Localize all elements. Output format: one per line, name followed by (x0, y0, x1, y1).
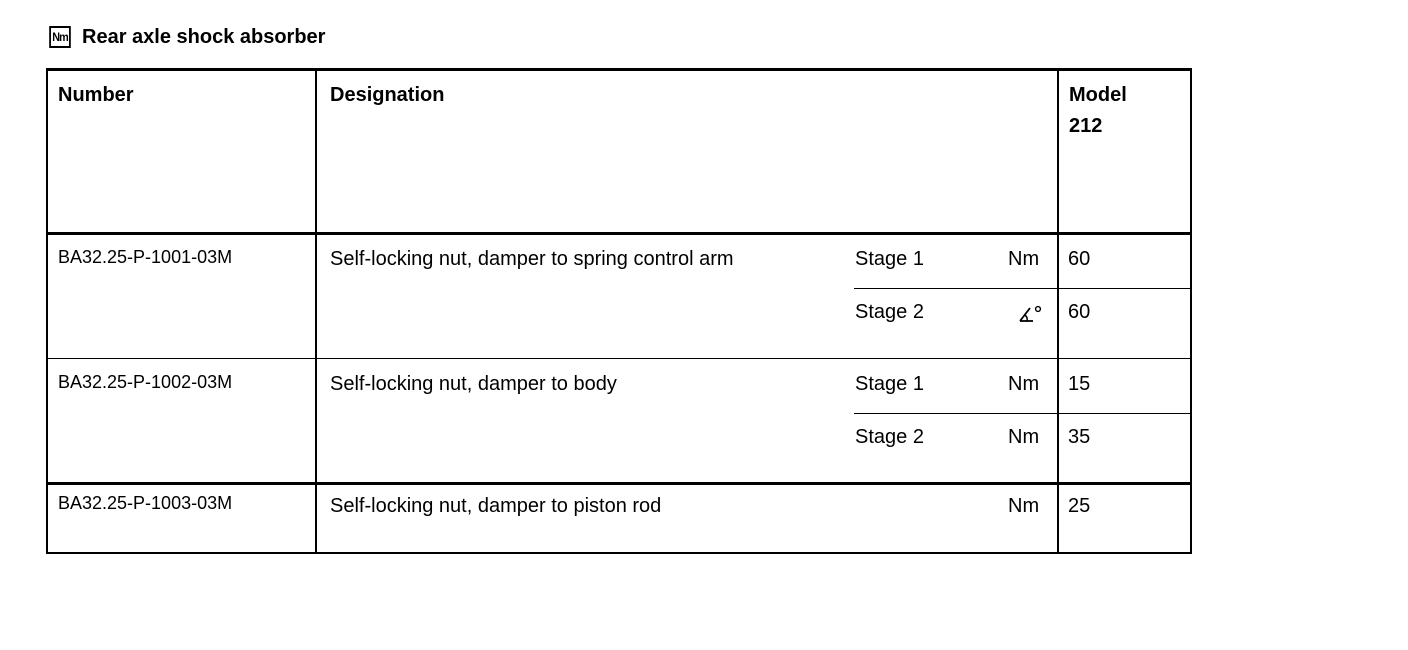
table-left-border (46, 68, 48, 554)
row2-stage2-value: 35 (1068, 426, 1091, 448)
torque-nm-icon: Nm (49, 26, 71, 48)
row1-stage1-label: Stage 1 (855, 248, 924, 270)
row1-bottom-border (46, 358, 1192, 359)
row1-stage-divider (854, 288, 1192, 289)
angle-degree-icon (1018, 304, 1042, 326)
row2-stage1-label: Stage 1 (855, 373, 924, 395)
row3-designation: Self-locking nut, damper to piston rod (330, 495, 662, 517)
row1-number: BA32.25-P-1001-03M (58, 247, 233, 267)
row2-stage2-label: Stage 2 (855, 426, 924, 448)
row3-unit: Nm (1008, 495, 1040, 517)
header-designation: Designation (330, 84, 445, 106)
row2-bottom-border (46, 482, 1192, 485)
row1-stage2-value: 60 (1068, 301, 1091, 323)
header-model-value: 212 (1069, 115, 1103, 137)
torque-table (46, 68, 1192, 554)
page-title: Rear axle shock absorber (82, 25, 326, 48)
row2-stage1-value: 15 (1068, 373, 1091, 395)
header-model: Model (1069, 84, 1127, 106)
column-divider-designation (1057, 68, 1059, 554)
row1-stage1-value: 60 (1068, 248, 1091, 270)
row2-designation: Self-locking nut, damper to body (330, 373, 617, 395)
row2-stage2-unit: Nm (1008, 426, 1040, 448)
row3-value: 25 (1068, 495, 1091, 517)
row1-stage1-unit: Nm (1008, 248, 1040, 270)
document-title (48, 22, 325, 52)
row3-number: BA32.25-P-1003-03M (58, 493, 233, 513)
table-right-border (1190, 68, 1192, 554)
row1-stage2-label: Stage 2 (855, 301, 924, 323)
header-bottom-border (46, 232, 1192, 235)
table-top-border (46, 68, 1192, 71)
row2-stage1-unit: Nm (1008, 373, 1040, 395)
row2-number: BA32.25-P-1002-03M (58, 372, 233, 392)
row2-stage-divider (854, 413, 1192, 414)
header-number: Number (58, 84, 134, 106)
column-divider-number (315, 68, 317, 554)
table-bottom-border (46, 552, 1192, 554)
row1-designation: Self-locking nut, damper to spring control arm (330, 248, 734, 270)
